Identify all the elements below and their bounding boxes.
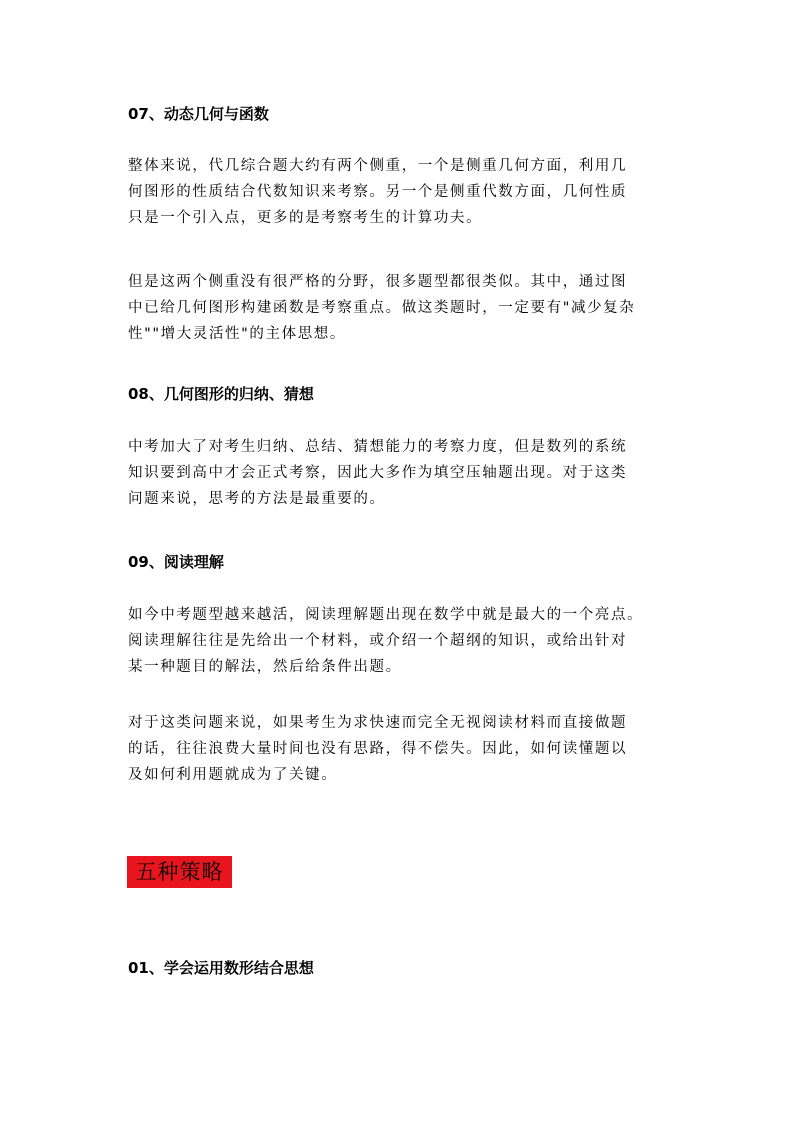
section-heading-07: 07、动态几何与函数	[128, 105, 269, 123]
paragraph-07-2	[128, 269, 635, 347]
section-heading-01: 01、学会运用数形结合思想	[128, 959, 314, 977]
text-line: 对于这类问题来说，如果考生为求快速而完全无视阅读材料而直接做题	[128, 715, 628, 731]
text-line: 何图形的性质结合代数知识来考察。另一个是侧重代数方面，几何性质	[128, 184, 628, 200]
text-line: 只是一个引入点，更多的是考察考生的计算功夫。	[128, 210, 483, 226]
text-line: 阅读理解往往是先给出一个材料，或介绍一个超纲的知识，或给出针对	[128, 633, 628, 649]
paragraph-09-1	[128, 602, 643, 680]
text-line: 某一种题目的解法，然后给条件出题。	[128, 659, 402, 675]
text-line: 整体来说，代几综合题大约有两个侧重，一个是侧重几何方面，利用几	[128, 158, 628, 174]
text-line: 及如何利用题就成为了关键。	[128, 767, 338, 783]
section-heading-09: 09、阅读理解	[128, 553, 224, 571]
text-line: 中考加大了对考生归纳、总结、猜想能力的考察力度，但是数列的系统	[128, 439, 628, 455]
strategy-banner	[127, 856, 232, 888]
text-line: 中已给几何图形构建函数是考察重点。做这类题时，一定要有"减少复杂	[128, 300, 636, 316]
paragraph-08-1	[128, 434, 627, 512]
banner-title: 五种策略	[135, 860, 224, 884]
text-line: 的话，往往浪费大量时间也没有思路，得不偿失。因此，如何读懂题以	[128, 741, 628, 757]
text-line: 但是这两个侧重没有很严格的分野，很多题型都很类似。其中，通过图	[128, 274, 628, 290]
section-heading-08: 08、几何图形的归纳、猜想	[128, 385, 314, 403]
text-line: 性""增大灵活性"的主体思想。	[128, 326, 347, 342]
text-line: 知识要到高中才会正式考察，因此大多作为填空压轴题出现。对于这类	[128, 465, 628, 481]
paragraph-09-2	[128, 710, 627, 788]
text-line: 如今中考题型越来越活，阅读理解题出现在数学中就是最大的一个亮点。	[128, 607, 644, 623]
text-line: 问题来说，思考的方法是最重要的。	[128, 491, 386, 507]
paragraph-07-1	[128, 153, 627, 231]
